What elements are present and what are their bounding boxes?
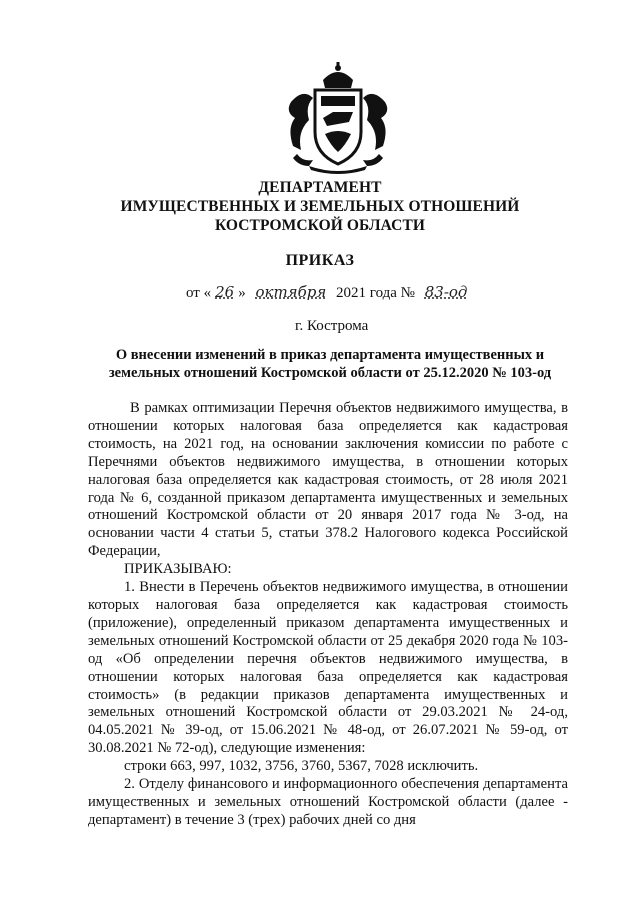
department-title — [0, 178, 640, 235]
department-line-2: ИМУЩЕСТВЕННЫХ И ЗЕМЕЛЬНЫХ ОТНОШЕНИЙ — [120, 198, 520, 215]
paragraph-2: 2. Отделу финансового и информационного обеспечения департамента имущественных и земельных отношений Костромской области (далее - департамент) в течение 3 (трех) рабочих дней со дня — [88, 776, 568, 828]
topic-line-2: земельных отношений Костромской области от 25.12.2020 № 103-од — [108, 365, 552, 381]
order-topic — [90, 346, 570, 382]
document-type: ПРИКАЗ — [285, 252, 355, 269]
preamble-paragraph: В рамках оптимизации Перечня объектов недвижимого имущества, в отношении которых налоговая база определяется как кадастровая стоимость, на 2021 год, на основании заключения комиссии по работе с Перечнями объектов недвижимого имущества, в отношении которых налоговая база определяется как кадастровая стоимость, от 28 июля 2021 года № 6, созданной приказом департамента имущественных и земельных отношений Костромской области от 20 января 2017 года № 3-од, на основании части 4 статьи 5, статьи 378.2 Налогового кодекса Российской Федерации, — [88, 400, 568, 560]
department-line-1: ДЕПАРТАМЕНТ — [258, 179, 382, 196]
handwritten-number: 83-од — [424, 283, 468, 301]
date-year-label: 2021 года № — [336, 285, 415, 301]
city: г. Кострома — [295, 318, 369, 334]
paragraph-1-detail: строки 663, 997, 1032, 3756, 3760, 5367, 7028 исключить. — [124, 758, 479, 775]
handwritten-month: октября — [255, 283, 327, 301]
paragraph-1: 1. Внести в Перечень объектов недвижимого имущества, в отношении которых налоговая база определяется как кадастровая стоимость (приложение), определенный приказом департамента имущественных и земельных отношений Костромской области от 25 декабря 2020 года № 103-од «Об определении перечня объектов недвижимого имущества, в отношении которых налоговая база определяется как кадастровая стоимость» (в редакции приказов департамента имущественных и земельных отношений Костромской области от 29.03.2021 № 24-од, 04.05.2021 № 39-од, от 15.06.2021 № 48-од, от 26.07.2021 № 59-од, от 30.08.2021 № 72-од), следующие изменения: — [88, 579, 568, 757]
handwritten-day: 26 — [215, 283, 235, 301]
department-line-3: КОСТРОМСКОЙ ОБЛАСТИ — [214, 217, 426, 234]
order-body — [88, 400, 568, 830]
order-date-line — [186, 283, 467, 302]
date-quote-close: » — [238, 285, 246, 301]
topic-line-1: О внесении изменений в приказ департамента имущественных и — [115, 347, 545, 363]
date-prefix: от « — [186, 285, 212, 301]
coat-of-arms-icon — [283, 62, 393, 174]
order-word: ПРИКАЗЫВАЮ: — [124, 561, 232, 578]
